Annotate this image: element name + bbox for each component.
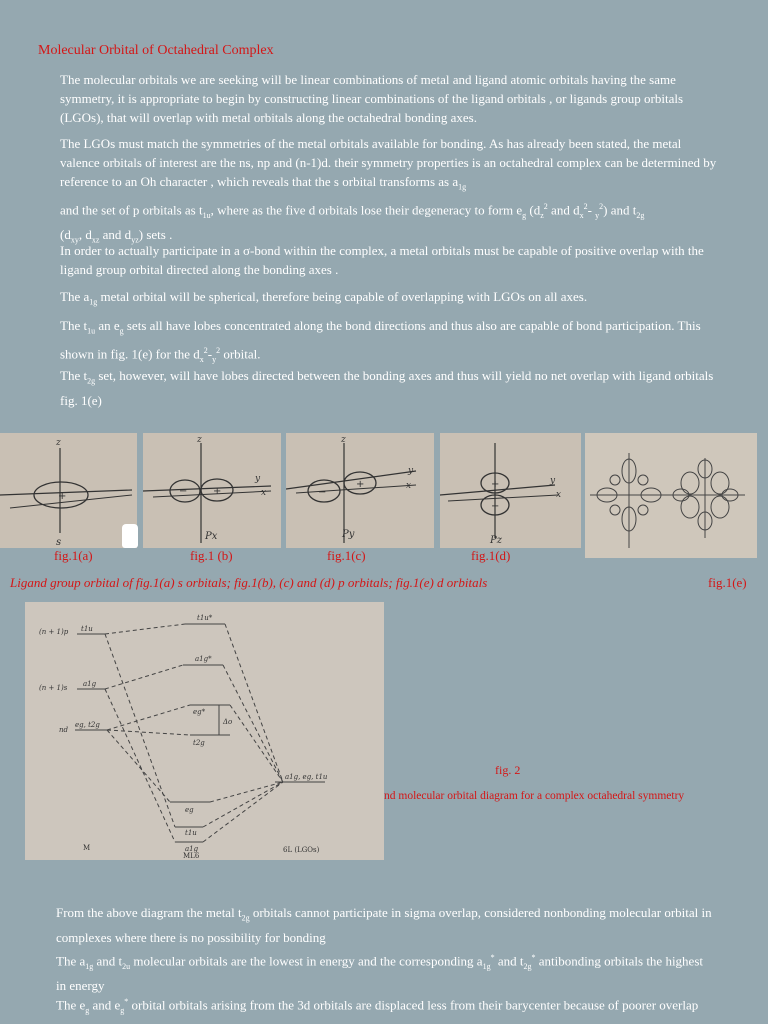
svg-text:+: + — [491, 479, 500, 490]
svg-text:a1g: a1g — [185, 845, 199, 853]
svg-text:(n + 1)s: (n + 1)s — [39, 684, 68, 692]
svg-text:−: − — [491, 501, 500, 512]
svg-text:Pz: Pz — [490, 535, 502, 546]
paragraph-eg-barycenter: The $e_g$ and $e_g^*$ orbital orbitals arising from the 3d orbitals are displaced less from their barycenter because of poorer overlap — [56, 997, 699, 1015]
figure-2-label: fig. 2 — [495, 763, 521, 777]
svg-text:Δo: Δo — [223, 718, 233, 726]
svg-text:Py: Py — [342, 529, 355, 540]
svg-text:x: x — [556, 490, 562, 500]
figure-label-1a: fig.1(a) — [54, 548, 93, 563]
svg-text:z: z — [197, 435, 202, 445]
figure-label-1e: fig.1(e) — [708, 575, 747, 590]
svg-text:+: + — [213, 486, 222, 497]
figure-label-1c: fig.1(c) — [327, 548, 366, 563]
paragraph-t2g: The $t_{2g}$ set, however, will have lobes directed between the bonding axes and thus will yield no net overlap with ligand orbitals fig. 1(e) — [60, 368, 714, 408]
svg-text:Px: Px — [205, 531, 218, 542]
svg-text:−: − — [318, 487, 327, 498]
svg-text:t1u: t1u — [81, 625, 93, 633]
figure-label-1d: fig.1(d) — [471, 548, 511, 563]
paragraph-lgo-symmetry: The LGOs must match the symmetries of the metal orbitals available for bonding. As has already been stated, the metal valence orbitals of interest are the ns, np and (n-1)d. their symmetry properties is an octahedral complex can be determined by reference to an Oh character , which reveals that the s orbital transforms as $a_{1g}$ and the set of p orbitals as $t_{1u}$, where as the five d orbitals lose their degeneracy to form $e_g$ ($d_z^2$ and $d_x^2-$ $_y^2$) and $t_{2g}$ ($d_{xy}$, $d_{xz}$ and $d_{yz}$) sets . — [60, 136, 717, 245]
svg-text:6L (LGOs): 6L (LGOs) — [283, 846, 320, 854]
svg-text:t1u*: t1u* — [197, 614, 213, 622]
svg-text:−: − — [179, 486, 188, 497]
mo-energy-diagram — [25, 602, 384, 860]
svg-text:t2g: t2g — [193, 739, 205, 747]
svg-text:+: + — [58, 491, 67, 502]
page-title: Molecular Orbital of Octahedral Complex — [38, 43, 274, 58]
figure-1a-s-orbital — [0, 433, 137, 548]
svg-text:eg*: eg* — [193, 708, 206, 716]
svg-text:a1g: a1g — [83, 680, 97, 688]
svg-text:ML6: ML6 — [183, 852, 200, 860]
figure-label-1b: fig.1 (b) — [190, 548, 233, 563]
svg-text:x: x — [261, 488, 267, 498]
hand-thumb — [122, 524, 138, 548]
svg-text:z: z — [341, 435, 346, 445]
paragraph-t2g-nonbonding: From the above diagram the metal $t_{2g}$ orbitals cannot participate in sigma overlap, considered nonbonding molecular orbital in complexes where there is no possibility for bonding — [56, 905, 712, 945]
svg-text:y: y — [408, 466, 414, 476]
svg-text:+: + — [356, 479, 365, 490]
paragraph-a1g: The $a_{1g}$ metal orbital will be spherical, therefore being capable of overlapping with LGOs on all axes. — [60, 289, 588, 307]
svg-text:M: M — [83, 844, 91, 852]
svg-text:y: y — [255, 474, 261, 484]
paragraph-t1u-eg: The $t_{1u}$ an $e_g$ sets all have lobes concentrated along the bond directions and thus also are capable of bond participation. This shown in fig. 1(e) for the $d_x^2-_y^2$ orbital. — [60, 318, 701, 364]
svg-text:x: x — [406, 481, 412, 491]
svg-text:z: z — [56, 438, 61, 448]
svg-text:eg, t2g: eg, t2g — [75, 721, 100, 729]
svg-text:nd: nd — [59, 726, 68, 734]
figure-1-caption: Ligand group orbital of fig.1(a) s orbitals; fig.1(b), (c) and (d) p orbitals; fig.1(e) d orbitals — [10, 575, 488, 590]
figure-1c-py-orbital — [286, 433, 434, 548]
svg-text:a1g*: a1g* — [195, 655, 212, 663]
svg-text:y: y — [550, 476, 556, 486]
svg-text:a1g, eg, t1u: a1g, eg, t1u — [285, 773, 328, 781]
paragraph-intro: The molecular orbitals we are seeking will be linear combinations of metal and ligand atomic orbitals having the same symmetry, it is appropriate to begin by constructing linear combinations of the ligand orbitals , or ligands group orbitals (LGOs), that will overlap with metal orbitals along the octahedral bonding axes. — [60, 72, 684, 125]
figure-2-caption: nd molecular orbital diagram for a complex octahedral symmetry — [384, 790, 685, 802]
figure-1b-px-orbital — [143, 433, 281, 548]
figure-1e-d-orbitals — [585, 433, 757, 558]
svg-text:t1u: t1u — [185, 829, 197, 837]
paragraph-lowest-energy: The $a_{1g}$ and $t_{2u}$ molecular orbitals are the lowest in energy and the corresponding $a_{1g}^*$ and $t_{2g}^*$ antibonding orbitals the highest in energy — [56, 953, 704, 993]
svg-text:(n + 1)p: (n + 1)p — [39, 628, 69, 636]
svg-text:eg: eg — [185, 806, 194, 814]
figure-1d-pz-orbital — [440, 433, 581, 548]
svg-text:s: s — [56, 537, 62, 548]
paragraph-sigma-bond: In order to actually participate in a σ-bond within the complex, a metal orbitals must be capable of positive overlap with the ligand group orbital directed along the bonding axes . — [60, 243, 704, 277]
